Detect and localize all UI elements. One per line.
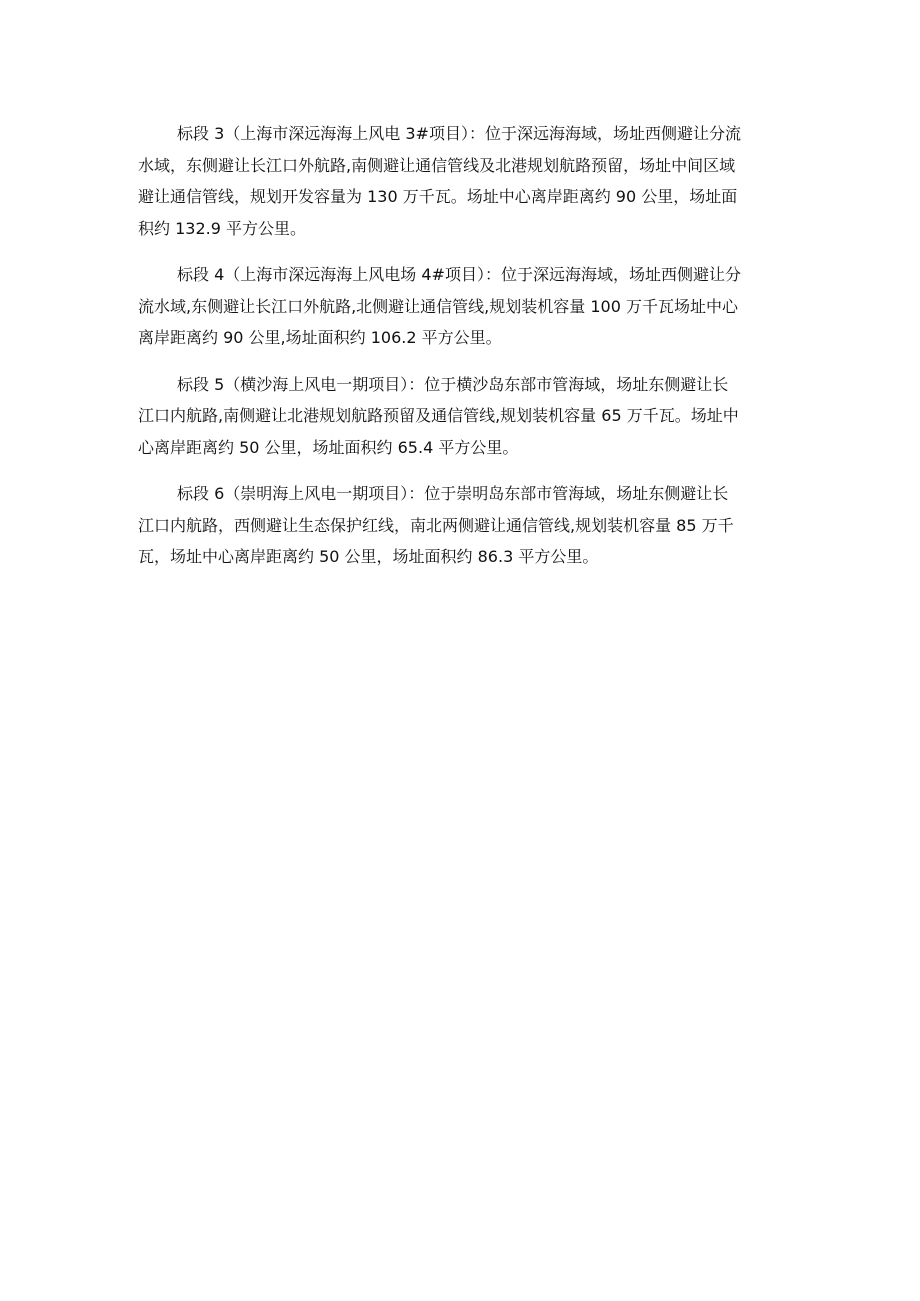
text-line: 心离岸距离约 50 公里，场址面积约 65.4 平方公里。 xyxy=(138,437,519,457)
text-line: 流水域,东侧避让长江口外航路,北侧避让通信管线,规划装机容量 100 万千瓦场址中心 xyxy=(138,296,738,316)
text-line: 江口内航路,南侧避让北港规划航路预留及通信管线,规划装机容量 65 万千瓦。场址中 xyxy=(138,406,739,425)
document-body xyxy=(138,118,788,588)
text-line: 积约 132.9 平方公里。 xyxy=(138,218,306,238)
text-line: 瓦，场址中心离岸距离约 50 公里，场址面积约 86.3 平方公里。 xyxy=(138,547,599,566)
text-line: 标段 4（上海市深远海海上风电场 4#项目）：位于深远海海域，场址西侧避让分 xyxy=(177,265,741,284)
paragraph-section-5 xyxy=(138,369,788,464)
text-line: 标段 6（崇明海上风电一期项目）：位于崇明岛东部市管海域，场址东侧避让长 xyxy=(177,484,729,503)
text-line: 避让通信管线，规划开发容量为 130 万千瓦。场址中心离岸距离约 90 公里，场址面 xyxy=(138,187,738,206)
paragraph-section-6 xyxy=(138,478,788,573)
text-line: 离岸距离约 90 公里,场址面积约 106.2 平方公里。 xyxy=(138,328,502,347)
text-line: 水域，东侧避让长江口外航路,南侧避让通信管线及北港规划航路预留，场址中间区域 xyxy=(138,155,736,175)
text-line: 江口内航路，西侧避让生态保护红线，南北两侧避让通信管线,规划装机容量 85 万千 xyxy=(138,515,734,535)
paragraph-section-3 xyxy=(138,118,788,244)
paragraph-section-4 xyxy=(138,259,788,354)
text-line: 标段 5（横沙海上风电一期项目）：位于横沙岛东部市管海域，场址东侧避让长 xyxy=(177,374,729,394)
text-line: 标段 3（上海市深远海海上风电 3#项目）：位于深远海海域，场址西侧避让分流 xyxy=(177,124,741,143)
